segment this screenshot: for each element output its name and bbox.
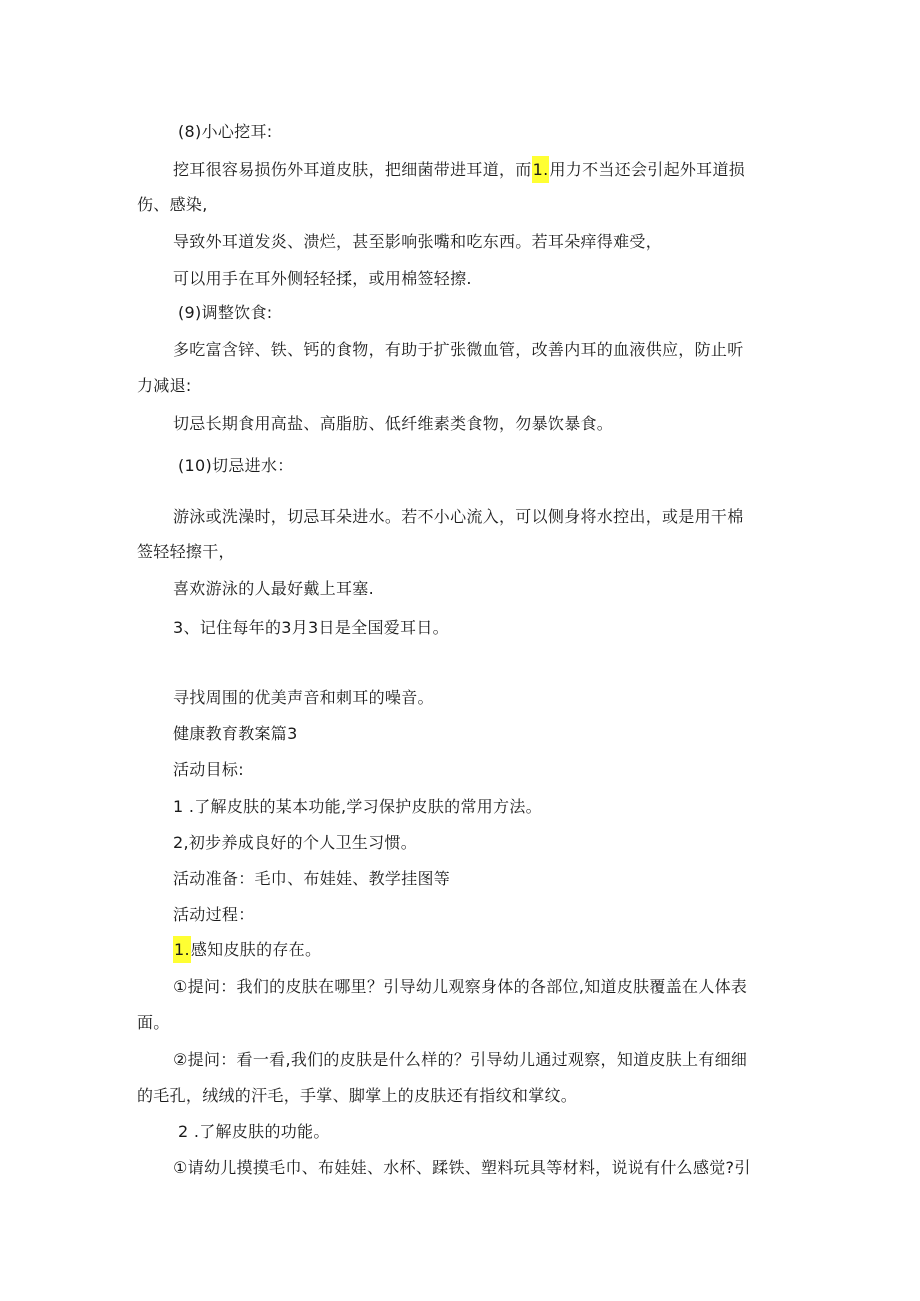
paragraph-line: ①请幼儿摸摸毛巾、布娃娃、水杯、蹂铁、塑料玩具等材料，说说有什么感觉?引 xyxy=(173,1158,751,1177)
text-run: 挖耳很容易损伤外耳道皮肤，把细菌带进耳道，而 xyxy=(173,160,532,179)
paragraph-line: 的毛孔，绒绒的汗毛，手掌、脚掌上的皮肤还有指纹和掌纹。 xyxy=(137,1086,578,1105)
list-item: 2,初步养成良好的个人卫生习惯。 xyxy=(173,833,418,852)
paragraph-line: ①提问：我们的皮肤在哪里？引导幼儿观察身体的各部位,知道皮肤覆盖在人体表 xyxy=(173,977,748,996)
section-heading-8: (8)小心挖耳: xyxy=(178,122,273,141)
paragraph-line: 寻找周围的优美声音和刺耳的噪音。 xyxy=(173,688,434,707)
paragraph-line: 3、记住每年的3月3日是全国爱耳日。 xyxy=(173,618,449,637)
paragraph-line: 伤、感染, xyxy=(137,195,208,214)
section-title: 健康教育教案篇3 xyxy=(173,724,298,743)
section-heading-9: (9)调整饮食: xyxy=(178,303,273,322)
list-item xyxy=(173,939,321,961)
paragraph-line: 切忌长期食用高盐、高脂肪、低纤维素类食物，勿暴饮暴食。 xyxy=(173,414,614,433)
paragraph-line: 活动目标: xyxy=(173,760,244,779)
list-item: 1 .了解皮肤的某本功能,学习保护皮肤的常用方法。 xyxy=(173,797,542,816)
section-heading-10: (10)切忌进水： xyxy=(178,456,294,475)
paragraph-line: 签轻轻擦干， xyxy=(137,542,235,561)
paragraph-line: 游泳或洗澡时，切忌耳朵进水。若不小心流入，可以侧身将水控出，或是用干棉 xyxy=(173,507,744,526)
text-run: 感知皮肤的存在。 xyxy=(190,940,322,959)
highlighted-text: 1. xyxy=(173,936,191,963)
paragraph-line: 导致外耳道发炎、溃烂，甚至影响张嘴和吃东西。若耳朵痒得难受， xyxy=(173,232,663,251)
paragraph-line: 面。 xyxy=(137,1013,170,1032)
paragraph-line: 活动过程： xyxy=(173,905,255,924)
paragraph-line: ②提问：看一看,我们的皮肤是什么样的？引导幼儿通过观察，知道皮肤上有细细 xyxy=(173,1050,748,1069)
highlighted-text: 1. xyxy=(532,156,550,183)
paragraph-line xyxy=(173,159,745,181)
paragraph-line: 喜欢游泳的人最好戴上耳塞. xyxy=(173,579,374,598)
paragraph-line: 活动准备：毛巾、布娃娃、教学挂图等 xyxy=(173,869,451,888)
list-item: 2 .了解皮肤的功能。 xyxy=(178,1122,330,1141)
paragraph-line: 多吃富含锌、铁、钙的食物，有助于扩张微血管，改善内耳的血液供应，防止听 xyxy=(173,340,744,359)
paragraph-line: 可以用手在耳外侧轻轻揉，或用棉签轻擦. xyxy=(173,269,472,288)
text-run: 用力不当还会引起外耳道损 xyxy=(549,160,746,179)
paragraph-line: 力减退: xyxy=(137,376,192,395)
